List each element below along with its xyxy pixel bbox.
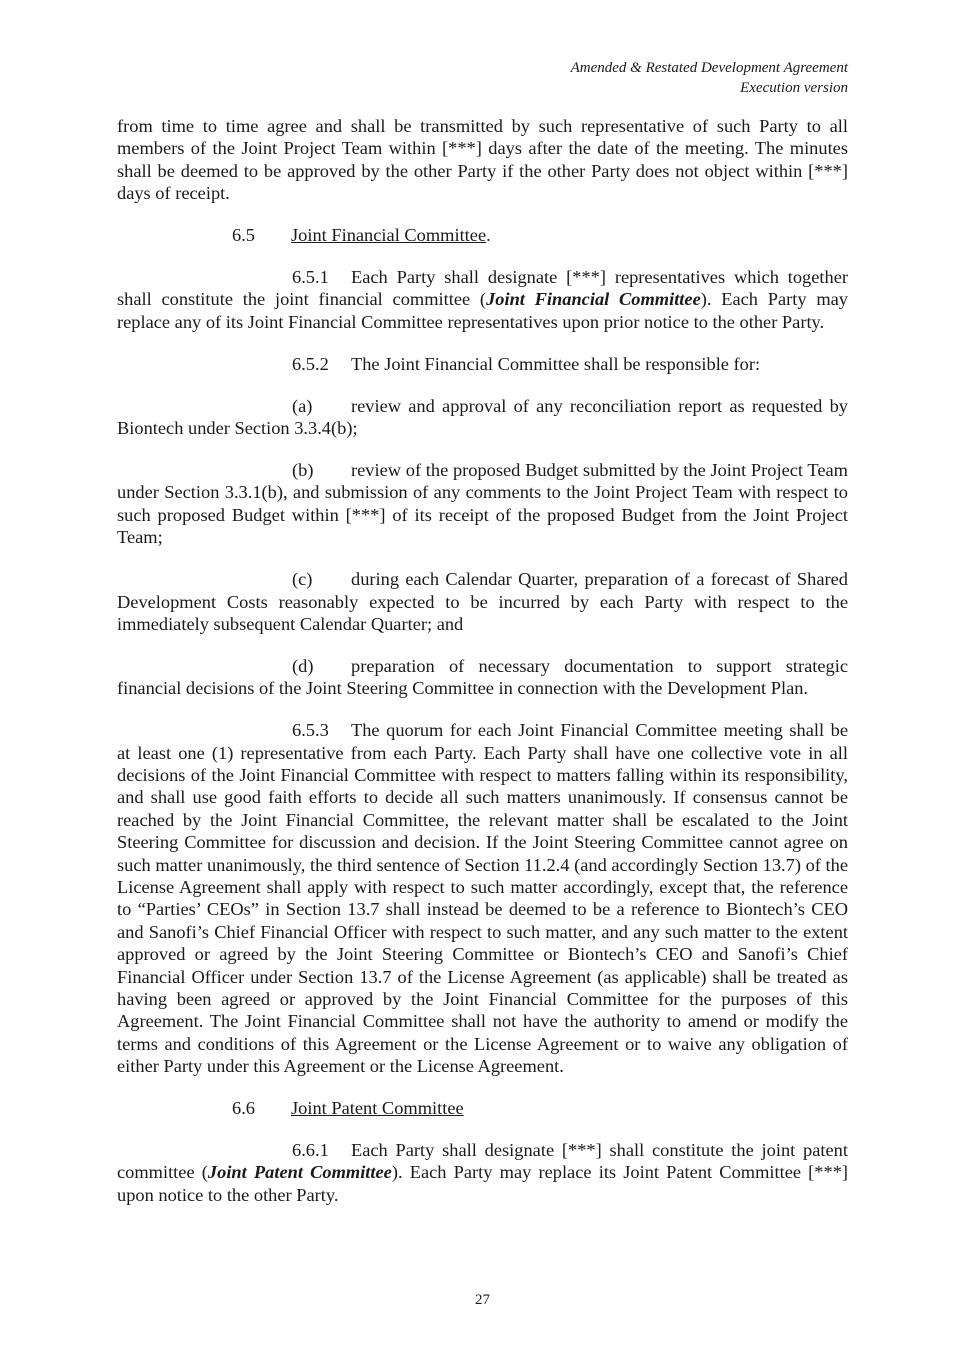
section-title: Joint Patent Committee [291, 1098, 464, 1119]
section-heading-6-5 [117, 224, 848, 246]
section-heading-6-6 [117, 1097, 848, 1119]
continuation-paragraph: from time to time agree and shall be transmitted by such representative of such Party to all members of the Joint Project Team within [***] days after the date of the meeting. The minutes shall be deemed to be approved by the other Party if the other Party does not object within [***] days of receipt. [117, 116, 848, 204]
section-title-period: . [486, 225, 491, 246]
page-number: 27 [475, 1292, 490, 1308]
defined-term: Joint Financial Committee [486, 289, 701, 310]
item-label: (d) [292, 655, 314, 676]
item-text: review of the proposed Budget submitted by the Joint Project Team under Section 3.3.1(b), and submission of any comments to the Joint Project Team with respect to such proposed Budget within [***] of its receipt of the proposed Budget from the Joint Project Team; [117, 459, 848, 548]
defined-term: Joint Patent Committee [207, 1162, 392, 1183]
clause-6-5-3 [117, 719, 848, 1078]
clause-number: 6.5.2 [292, 353, 329, 374]
clause-text: Each Party shall designate [***] shall constitute the joint patent committee ( [117, 1140, 848, 1183]
item-text: review and approval of any reconciliation report as requested by Biontech under Section 3.3.4(b); [117, 395, 848, 439]
section-title: Joint Financial Committee [291, 225, 487, 246]
item-a [117, 395, 848, 440]
clause-text: Each Party shall designate [***] representatives which together shall constitute the joint financial committee ( [117, 267, 848, 310]
page-header [571, 58, 848, 98]
item-text: preparation of necessary documentation to support strategic financial decisions of the Joint Steering Committee in connection with the Development Plan. [117, 655, 848, 699]
clause-6-5-2 [117, 353, 848, 375]
item-label: (a) [292, 395, 313, 416]
clause-number: 6.5.3 [292, 720, 329, 741]
clause-text: The quorum for each Joint Financial Committee meeting shall be at least one (1) representative from each Party. Each Party shall have one collective vote in all decisions of the Joint Financial Committee with respect to matters falling within its responsibility, and shall use good faith efforts to decide all such matters unanimously. If consensus cannot be reached by the Joint Financial Committee, the relevant matter shall be escalated to the Joint Steering Committee for discussion and decision. If the Joint Steering Committee cannot agree on such matter unanimously, the third sentence of Section 11.2.4 (and accordingly Section 13.7) of the License Agreement shall apply with respect to such matter accordingly, except that, the reference to “Parties’ CEOs” in Section 13.7 shall instead be deemed to be a reference to Biontech’s CEO and Sanofi’s Chief Financial Officer with respect to such matter, and any such matter to the extent approved or agreed by the Joint Steering Committee or Biontech’s CEO and Sanofi’s Chief Financial Officer under Section 13.7 of the License Agreement (as applicable) shall be treated as having been agreed or approved by the Joint Financial Committee for the purposes of this Agreement. The Joint Financial Committee shall not have the authority to amend or modify the terms and conditions of this Agreement or the License Agreement or to waive any obligation of either Party under this Agreement or the License Agreement. [117, 720, 848, 1077]
header-title: Amended & Restated Development Agreement [570, 60, 848, 76]
clause-number: 6.6.1 [292, 1140, 329, 1161]
clause-6-5-1 [117, 266, 848, 333]
clause-text: The Joint Financial Committee shall be responsible for: [351, 353, 761, 374]
section-number: 6.6 [232, 1098, 255, 1119]
clause-text-cont: ). Each Party may replace any of its Joint Financial Committee representatives upon prior notice to the other Party. [117, 289, 848, 332]
clause-number: 6.5.1 [292, 267, 329, 288]
item-b [117, 459, 848, 549]
item-c [117, 568, 848, 635]
section-number: 6.5 [232, 225, 255, 246]
clause-text-cont: ). Each Party may replace its Joint Patent Committee [***] upon notice to the other Party. [117, 1162, 849, 1205]
item-label: (b) [292, 459, 314, 480]
item-text: during each Calendar Quarter, preparation of a forecast of Shared Development Costs reasonably expected to be incurred by each Party with respect to the immediately subsequent Calendar Quarter; and [117, 569, 848, 634]
header-version: Execution version [740, 80, 848, 96]
clause-6-6-1 [117, 1139, 848, 1206]
item-label: (c) [292, 569, 313, 590]
document-body [117, 115, 848, 1226]
item-d [117, 655, 848, 700]
